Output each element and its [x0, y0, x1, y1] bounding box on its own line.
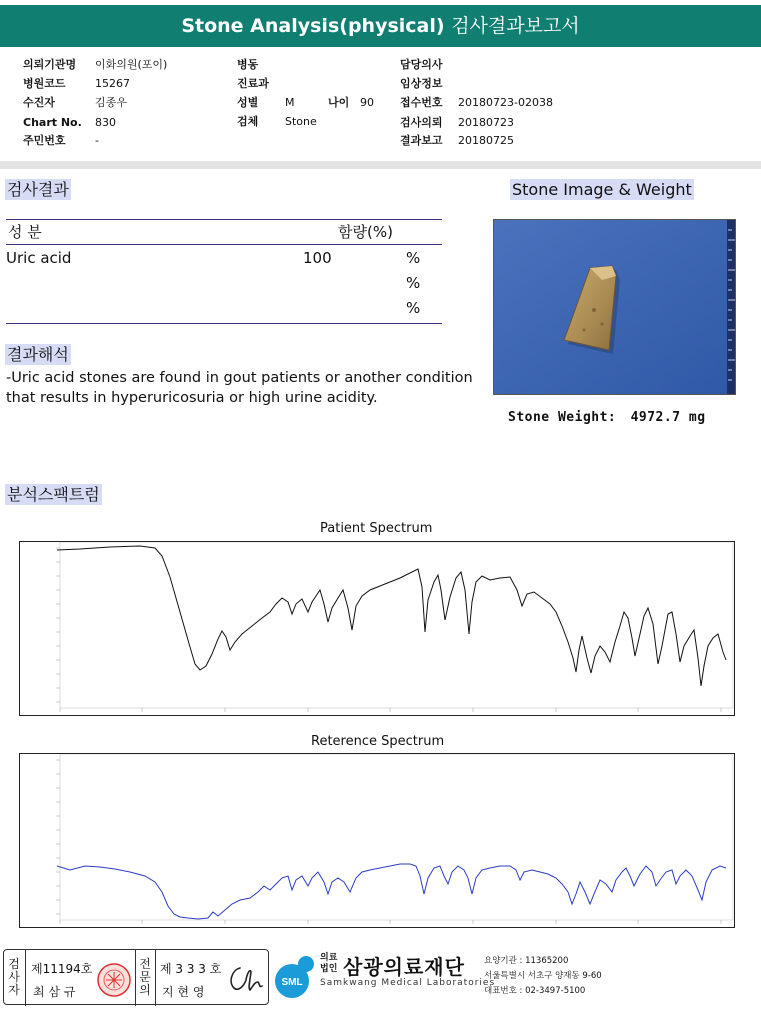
results-heading: 검사결과 — [7, 180, 69, 199]
label-specimen: 검체 — [237, 115, 259, 128]
stone-heading: Stone Image & Weight — [512, 180, 692, 199]
examiner-seal — [96, 962, 132, 998]
specialist-license-no: 제 3 3 3 호 — [160, 962, 222, 976]
label-age: 나이 — [328, 96, 350, 109]
label-hospital-code: 병원코드 — [23, 77, 66, 90]
value-patient: 김종우 — [95, 96, 127, 109]
label-doctor: 담당의사 — [400, 58, 443, 71]
stone-photo-image — [494, 220, 736, 395]
patient-info — [0, 55, 761, 155]
report-title — [0, 5, 761, 47]
stone-weight-value: 4972.7 mg — [630, 410, 706, 425]
report-title-en: Stone Analysis(physical) — [181, 15, 445, 37]
stone-weight — [508, 410, 706, 425]
label-chart-no: Chart No. — [23, 116, 82, 129]
result-unit-2: % — [406, 274, 421, 292]
interpretation-text: -Uric acid stones are found in gout patients or another condition that results in hyperuricosuria or high urine acidity. — [6, 370, 473, 406]
org-prefix — [320, 953, 337, 975]
org-name: 삼광의료재단 — [343, 955, 465, 979]
results-table — [6, 219, 442, 324]
value-age: 90 — [360, 96, 374, 109]
reference-spectrum-title: Reterence Spectrum — [311, 734, 445, 749]
value-requesting-org: 이화의원(포이) — [95, 58, 168, 71]
sml-logo-icon — [270, 951, 318, 1003]
result-unit-1: % — [406, 249, 421, 267]
report-title-ko: 검사결과보고서 — [451, 15, 580, 37]
specialist-signature — [226, 960, 266, 996]
label-resident-no: 주민번호 — [23, 134, 66, 147]
patient-spectrum-title: Patient Spectrum — [320, 521, 433, 536]
org-prefix-bottom: 법인 — [320, 964, 338, 974]
value-receipt-no: 20180723-02038 — [458, 96, 553, 109]
examiner-license-no: 제11194호 — [31, 962, 93, 976]
label-result-report: 결과보고 — [400, 134, 443, 147]
reference-spectrum-chart — [19, 753, 735, 928]
result-unit-3: % — [406, 299, 421, 317]
label-receipt-no: 접수번호 — [400, 96, 443, 109]
interpretation-heading: 결과해석 — [7, 345, 69, 364]
value-specimen: Stone — [285, 115, 317, 128]
org-name-en: Samkwang Medical Laboratories — [320, 978, 496, 988]
value-result-report: 20180725 — [458, 134, 514, 147]
label-requesting-org: 의뢰기관명 — [23, 58, 77, 71]
sml-logo-text: SML — [281, 977, 303, 988]
result-component-1: Uric acid — [6, 249, 72, 267]
result-amount-1: 100 — [303, 249, 332, 267]
signature-box — [3, 949, 269, 1005]
label-clinical-info: 임상정보 — [400, 77, 443, 90]
spectrum-heading: 분석스팩트럼 — [7, 485, 100, 504]
examiner-label: 검사자 — [8, 957, 20, 997]
org-code: 요양기관 : 11365200 — [484, 956, 569, 966]
patient-spectrum-chart — [19, 541, 735, 716]
label-ward: 병동 — [237, 58, 259, 71]
col-component-header: 성 분 — [8, 223, 42, 241]
patient-spectrum-plot — [20, 542, 734, 715]
value-test-request: 20180723 — [458, 116, 514, 129]
org-phone: 대표번호 : 02-3497-5100 — [484, 986, 586, 996]
label-patient: 수진자 — [23, 96, 55, 109]
report-footer — [0, 945, 761, 1015]
section-divider — [0, 161, 761, 169]
results-table-header — [6, 220, 442, 245]
stone-weight-label: Stone Weight: — [508, 410, 617, 425]
label-sex: 성별 — [237, 96, 259, 109]
org-prefix-top: 의료 — [320, 953, 338, 963]
label-test-request: 검사의뢰 — [400, 116, 443, 129]
value-sex: M — [285, 96, 295, 109]
specialist-label: 전문의 — [139, 957, 151, 997]
value-hospital-code: 15267 — [95, 77, 130, 90]
value-resident-no: - — [95, 134, 99, 147]
label-department: 진료과 — [237, 77, 269, 90]
stone-photo — [493, 219, 736, 395]
col-amount-header: 함량(%) — [338, 223, 393, 241]
specialist-name: 지 현 영 — [162, 985, 205, 999]
value-chart-no: 830 — [95, 116, 116, 129]
examiner-name: 최 삼 규 — [33, 985, 76, 999]
org-address: 서울특별시 서초구 양재동 9-60 — [484, 971, 602, 981]
reference-spectrum-plot — [20, 754, 734, 927]
